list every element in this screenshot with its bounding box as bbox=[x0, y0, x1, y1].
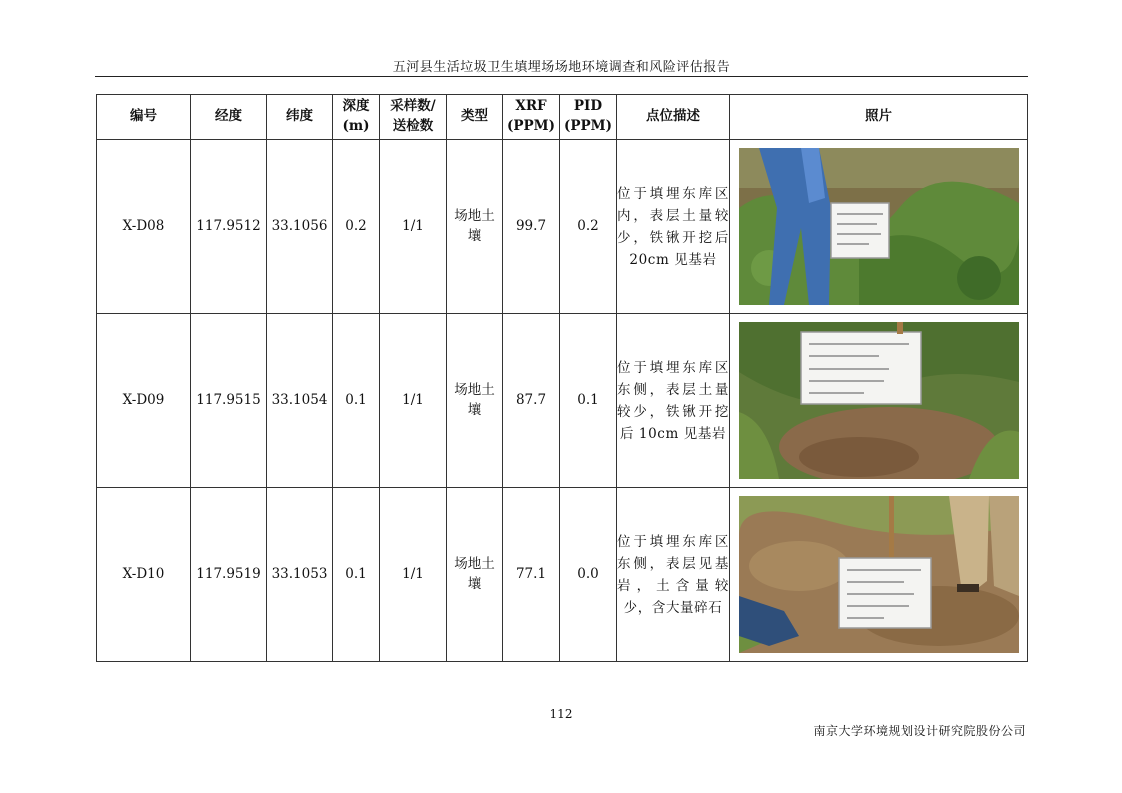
cell-photo bbox=[730, 140, 1028, 314]
header-divider bbox=[95, 76, 1028, 77]
cell-type-line2: 壤 bbox=[467, 575, 482, 592]
institution-name: 南京大学环境规划设计研究院股份公司 bbox=[813, 724, 1026, 738]
table-row bbox=[97, 140, 1028, 314]
cell-samples: 1/1 bbox=[380, 488, 447, 662]
cell-depth: 0.2 bbox=[333, 140, 380, 314]
cell-pid: 0.2 bbox=[560, 140, 617, 314]
cell-depth: 0.1 bbox=[333, 314, 380, 488]
col-header-depth-line2: (m) bbox=[342, 118, 370, 134]
col-header-samples-line1: 采样数/ bbox=[390, 98, 436, 115]
cell-latitude: 33.1056 bbox=[267, 140, 333, 314]
col-header-pid-line1: PID bbox=[573, 98, 603, 115]
col-header-pid-line2: (PPM) bbox=[563, 118, 613, 134]
cell-latitude: 33.1053 bbox=[267, 488, 333, 662]
col-header-xrf-line2: (PPM) bbox=[506, 118, 556, 134]
sampling-points-table bbox=[96, 94, 1028, 662]
cell-xrf: 87.7 bbox=[503, 314, 560, 488]
cell-depth: 0.1 bbox=[333, 488, 380, 662]
cell-longitude: 117.9512 bbox=[191, 140, 267, 314]
col-header-photo: 照片 bbox=[730, 95, 1028, 140]
col-header-type: 类型 bbox=[447, 95, 503, 140]
cell-longitude: 117.9515 bbox=[191, 314, 267, 488]
cell-id: X-D08 bbox=[97, 140, 191, 314]
col-header-pid bbox=[560, 95, 617, 140]
cell-type-line2: 壤 bbox=[467, 227, 482, 244]
cell-type bbox=[447, 140, 503, 314]
cell-description bbox=[617, 488, 730, 662]
cell-description bbox=[617, 314, 730, 488]
cell-photo bbox=[730, 314, 1028, 488]
site-photo bbox=[739, 322, 1019, 479]
cell-xrf: 99.7 bbox=[503, 140, 560, 314]
description-text: 位于填埋东库区东侧，表层见基岩，土含量较少，含大量碎石 bbox=[617, 533, 729, 616]
cell-type-line1: 场地土 bbox=[454, 381, 495, 398]
cell-pid: 0.0 bbox=[560, 488, 617, 662]
cell-type-line2: 壤 bbox=[467, 401, 482, 418]
cell-type bbox=[447, 314, 503, 488]
col-header-longitude: 经度 bbox=[191, 95, 267, 140]
col-header-samples-line2: 送检数 bbox=[392, 118, 434, 134]
cell-latitude: 33.1054 bbox=[267, 314, 333, 488]
cell-pid: 0.1 bbox=[560, 314, 617, 488]
table-row bbox=[97, 488, 1028, 662]
cell-type bbox=[447, 488, 503, 662]
col-header-depth bbox=[333, 95, 380, 140]
col-header-xrf bbox=[503, 95, 560, 140]
cell-samples: 1/1 bbox=[380, 314, 447, 488]
description-text: 位于填埋东库区内，表层土量较少，铁锹开挖后 20cm 见基岩 bbox=[617, 185, 729, 268]
cell-description bbox=[617, 140, 730, 314]
table-row bbox=[97, 314, 1028, 488]
report-title: 五河县生活垃圾卫生填埋场场地环境调查和风险评估报告 bbox=[392, 60, 731, 75]
cell-type-line1: 场地土 bbox=[454, 555, 495, 572]
cell-id: X-D10 bbox=[97, 488, 191, 662]
site-photo bbox=[739, 148, 1019, 305]
col-header-depth-line1: 深度 bbox=[342, 98, 370, 115]
cell-samples: 1/1 bbox=[380, 140, 447, 314]
cell-id: X-D09 bbox=[97, 314, 191, 488]
cell-longitude: 117.9519 bbox=[191, 488, 267, 662]
col-header-xrf-line1: XRF bbox=[515, 98, 547, 115]
col-header-description: 点位描述 bbox=[617, 95, 730, 140]
table-header-row bbox=[97, 95, 1028, 140]
page-number: 112 bbox=[549, 707, 573, 721]
col-header-id: 编号 bbox=[97, 95, 191, 140]
cell-photo bbox=[730, 488, 1028, 662]
cell-xrf: 77.1 bbox=[503, 488, 560, 662]
cell-type-line1: 场地土 bbox=[454, 207, 495, 224]
description-text: 位于填埋东库区东侧，表层土量较少，铁锹开挖后 10cm 见基岩 bbox=[617, 359, 729, 442]
col-header-samples bbox=[380, 95, 447, 140]
col-header-latitude: 纬度 bbox=[267, 95, 333, 140]
site-photo bbox=[739, 496, 1019, 653]
